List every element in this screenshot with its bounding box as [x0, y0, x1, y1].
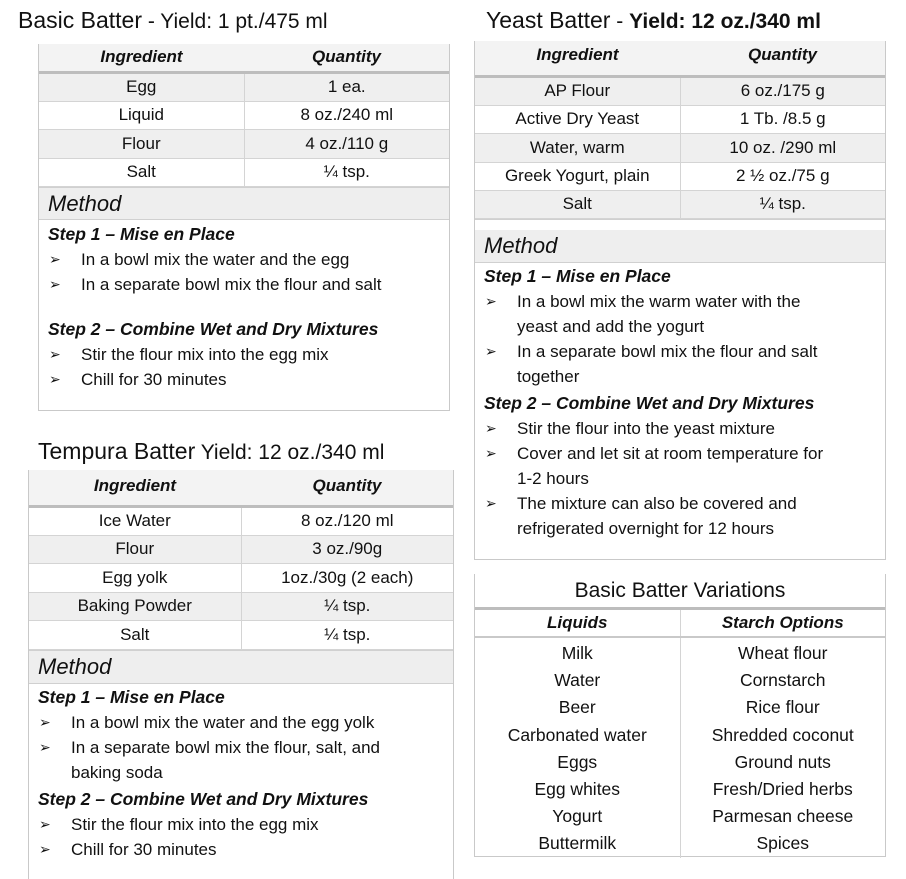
step-2-heading: Step 2 – Combine Wet and Dry Mixtures	[484, 392, 815, 413]
list-item: Buttermilk	[538, 833, 617, 854]
starch-options-column	[680, 637, 885, 858]
tempura-yield: Yield: 12 oz./340 ml	[195, 441, 385, 464]
liquids-column	[475, 637, 680, 858]
ingredient-cell: Baking Powder	[29, 592, 241, 620]
list-item: Shredded coconut	[711, 724, 854, 745]
tempura-batter-card	[28, 470, 454, 879]
quantity-cell: 6 oz./175 g	[680, 76, 885, 105]
quantity-cell: 1oz./30g (2 each)	[241, 563, 453, 592]
list-item: Water	[554, 670, 601, 691]
col-header-ingredient: Ingredient	[29, 470, 241, 506]
list-item: ➢ The mixture can also be covered and refrigerated overnight for 12 hours	[475, 491, 885, 541]
list-item: Fresh/Dried herbs	[712, 779, 853, 800]
step-2-heading: Step 2 – Combine Wet and Dry Mixtures	[38, 788, 369, 809]
list-item: Cornstarch	[739, 670, 826, 691]
arrowhead-bullet-icon: ➢	[485, 444, 497, 461]
ingredient-cell: Egg yolk	[29, 563, 241, 592]
list-item: ➢ In a separate bowl mix the flour and salt together	[475, 339, 885, 389]
list-item: Carbonated water	[507, 724, 647, 745]
basic-batter-card	[38, 44, 450, 411]
arrowhead-bullet-icon: ➢	[39, 840, 51, 857]
arrowhead-bullet-icon: ➢	[485, 419, 497, 436]
col-header-ingredient: Ingredient	[39, 44, 244, 72]
ingredient-cell: Flour	[29, 535, 241, 563]
step-2-heading: Step 2 – Combine Wet and Dry Mixtures	[48, 318, 379, 339]
step-1-heading: Step 1 – Mise en Place	[484, 265, 671, 286]
col-header-liquids: Liquids	[475, 610, 680, 637]
yeast-batter-card	[474, 41, 886, 560]
list-item: ➢ Chill for 30 minutes	[29, 837, 453, 862]
ingredient-cell: Water, warm	[475, 133, 680, 162]
list-item: ➢ In a separate bowl mix the flour and salt	[39, 272, 449, 297]
method-heading: Method	[39, 187, 449, 220]
list-item: Ground nuts	[734, 751, 831, 772]
list-item: ➢ Stir the flour mix into the egg mix	[29, 812, 453, 837]
list-item: ➢ In a bowl mix the water and the egg	[39, 247, 449, 272]
arrowhead-bullet-icon: ➢	[49, 275, 61, 292]
quantity-cell: 8 oz./120 ml	[241, 506, 453, 535]
list-item: ➢ In a bowl mix the warm water with the yeast and add the yogurt	[475, 289, 885, 339]
ingredient-cell: Greek Yogurt, plain	[475, 162, 680, 190]
tempura-title-text: Tempura Batter	[38, 438, 196, 464]
quantity-cell: 3 oz./90g	[241, 535, 453, 563]
ingredient-cell: Ice Water	[29, 506, 241, 535]
ingredient-cell: Egg	[39, 72, 244, 101]
col-header-quantity: Quantity	[680, 41, 885, 76]
step-1-heading: Step 1 – Mise en Place	[48, 223, 235, 244]
arrowhead-bullet-icon: ➢	[49, 370, 61, 387]
list-item: ➢ In a bowl mix the water and the egg yolk	[29, 710, 453, 735]
quantity-cell: ¼ tsp.	[680, 190, 885, 218]
ingredient-cell: Salt	[29, 620, 241, 649]
basic-ingredient-table	[39, 44, 449, 187]
arrowhead-bullet-icon: ➢	[49, 250, 61, 267]
quantity-cell: 1 Tb. /8.5 g	[680, 105, 885, 133]
arrowhead-bullet-icon: ➢	[39, 713, 51, 730]
col-header-ingredient: Ingredient	[475, 41, 680, 76]
list-item: Eggs	[557, 751, 598, 772]
basic-yield: - Yield: 1 pt./475 ml	[142, 10, 328, 33]
yeast-yield: Yield: 12 oz./340 ml	[629, 10, 821, 33]
col-header-quantity: Quantity	[244, 44, 449, 72]
ingredient-cell: AP Flour	[475, 76, 680, 105]
variations-table	[475, 610, 885, 858]
arrowhead-bullet-icon: ➢	[485, 292, 497, 309]
quantity-cell: 4 oz./110 g	[244, 129, 449, 158]
ingredient-cell: Salt	[39, 158, 244, 186]
quantity-cell: ¼ tsp.	[241, 620, 453, 649]
quantity-cell: 8 oz./240 ml	[244, 101, 449, 129]
yeast-batter-title: Yeast Batter - Yield: 12 oz./340 ml	[486, 7, 821, 33]
list-item: ➢ In a separate bowl mix the flour, salt, and baking soda	[29, 735, 453, 785]
yeast-ingredient-table	[475, 41, 885, 219]
arrowhead-bullet-icon: ➢	[49, 345, 61, 362]
list-item: Beer	[558, 697, 596, 718]
quantity-cell: 2 ½ oz./75 g	[680, 162, 885, 190]
arrowhead-bullet-icon: ➢	[39, 738, 51, 755]
list-item: ➢ Cover and let sit at room temperature for 1-2 hours	[475, 441, 885, 491]
method-heading: Method	[29, 650, 453, 684]
list-item: Rice flour	[745, 697, 820, 718]
basic-batter-title	[18, 9, 328, 32]
list-item: Milk	[561, 643, 593, 663]
quantity-cell: 10 oz. /290 ml	[680, 133, 885, 162]
arrowhead-bullet-icon: ➢	[485, 494, 497, 511]
arrowhead-bullet-icon: ➢	[39, 815, 51, 832]
quantity-cell: ¼ tsp.	[244, 158, 449, 186]
ingredient-cell: Active Dry Yeast	[475, 105, 680, 133]
tempura-batter-title	[38, 440, 384, 463]
col-header-starch-options: Starch Options	[680, 610, 885, 637]
basic-title-text: Basic Batter	[18, 7, 142, 33]
list-item: ➢ Stir the flour mix into the egg mix	[39, 342, 449, 367]
quantity-cell: ¼ tsp.	[241, 592, 453, 620]
ingredient-cell: Flour	[39, 129, 244, 158]
tempura-ingredient-table	[29, 470, 453, 650]
list-item: Yogurt	[552, 806, 603, 827]
method-heading: Method	[475, 230, 885, 263]
list-item: ➢ Chill for 30 minutes	[39, 367, 449, 392]
list-item: Egg whites	[534, 779, 621, 800]
list-item: Wheat flour	[738, 643, 828, 663]
arrowhead-bullet-icon: ➢	[485, 342, 497, 359]
ingredient-cell: Salt	[475, 190, 680, 218]
list-item: ➢ Stir the flour into the yeast mixture	[475, 416, 885, 441]
step-1-heading: Step 1 – Mise en Place	[38, 686, 225, 707]
quantity-cell: 1 ea.	[244, 72, 449, 101]
variations-title: Basic Batter Variations	[475, 574, 885, 610]
variations-card	[474, 574, 886, 857]
col-header-quantity: Quantity	[241, 470, 453, 506]
yeast-title-text: Yeast Batter	[486, 7, 611, 33]
list-item: Spices	[756, 833, 810, 854]
list-item: Parmesan cheese	[712, 806, 854, 827]
ingredient-cell: Liquid	[39, 101, 244, 129]
